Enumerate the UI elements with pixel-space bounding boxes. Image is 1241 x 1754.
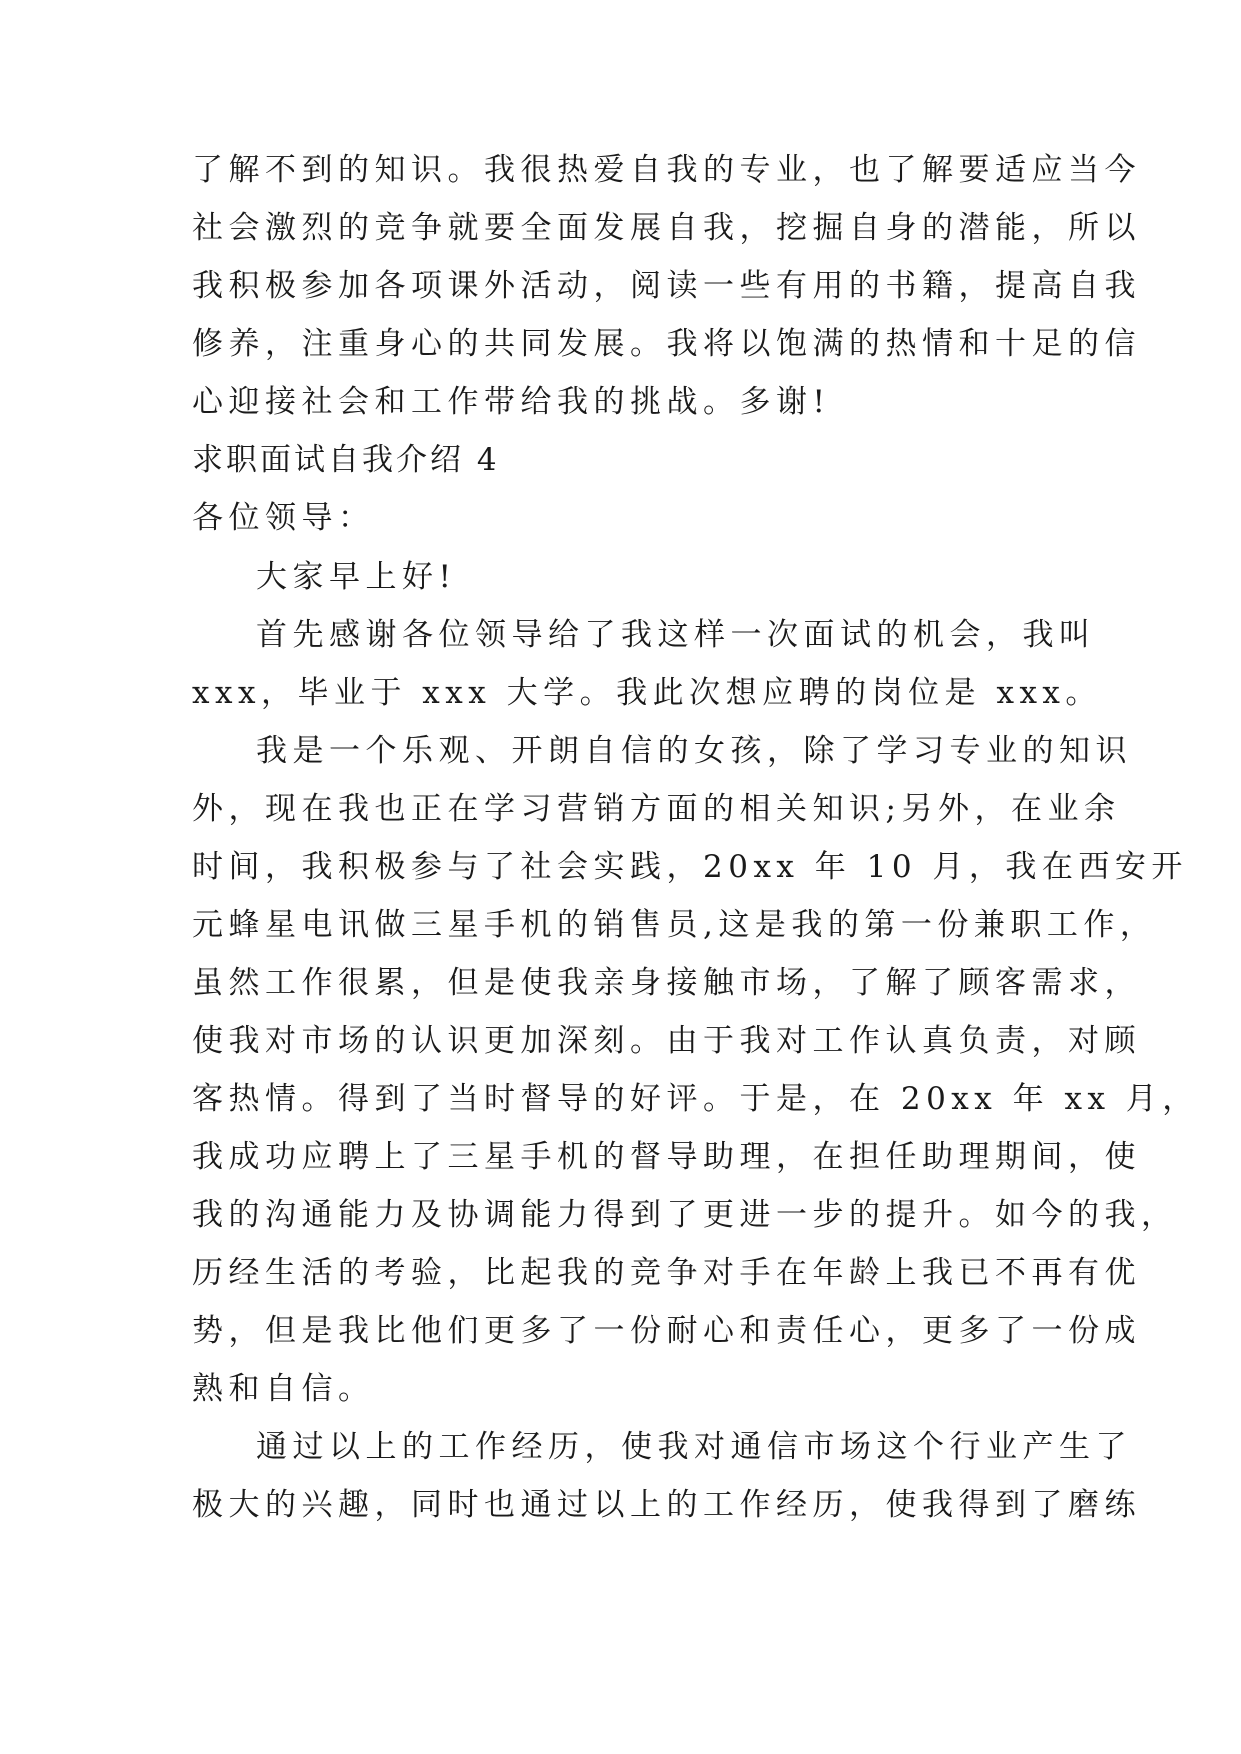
greeting: 大家早上好! — [256, 559, 457, 595]
text-line: 时间，我积极参与了社会实践，20xx 年 10 月，我在西安开 — [192, 849, 1188, 885]
text-line: 社会激烈的竞争就要全面发展自我，挖掘自身的潜能，所以 — [192, 210, 1141, 246]
text-line: 心迎接社会和工作带给我的挑战。多谢! — [192, 384, 831, 420]
text-line: xxx，毕业于 xxx 大学。我此次想应聘的岗位是 xxx。 — [192, 675, 1102, 711]
paragraph-start: 首先感谢各位领导给了我这样一次面试的机会，我叫 — [256, 617, 1096, 653]
text-line: 我成功应聘上了三星手机的督导助理，在担任助理期间，使 — [192, 1139, 1141, 1175]
text-line: 了解不到的知识。我很热爱自我的专业，也了解要适应当今 — [192, 152, 1141, 188]
paragraph-start: 我是一个乐观、开朗自信的女孩，除了学习专业的知识 — [256, 733, 1132, 769]
text-line: 虽然工作很累，但是使我亲身接触市场，了解了顾客需求， — [192, 965, 1141, 1001]
text-line: 熟和自信。 — [192, 1371, 375, 1407]
text-line: 极大的兴趣，同时也通过以上的工作经历，使我得到了磨练 — [192, 1487, 1141, 1523]
text-line: 我的沟通能力及协调能力得到了更进一步的提升。如今的我， — [192, 1197, 1178, 1233]
text-line: 外，现在我也正在学习营销方面的相关知识;另外，在业余 — [192, 791, 1121, 827]
text-line: 我积极参加各项课外活动，阅读一些有用的书籍，提高自我 — [192, 268, 1141, 304]
text-line: 修养，注重身心的共同发展。我将以饱满的热情和十足的信 — [192, 326, 1141, 362]
text-line: 元蜂星电讯做三星手机的销售员,这是我的第一份兼职工作， — [192, 907, 1157, 943]
paragraph-start: 通过以上的工作经历，使我对通信市场这个行业产生了 — [256, 1429, 1132, 1465]
section-heading: 求职面试自我介绍 4 — [192, 442, 500, 478]
text-line: 历经生活的考验，比起我的竞争对手在年龄上我已不再有优 — [192, 1255, 1141, 1291]
text-line: 势，但是我比他们更多了一份耐心和责任心，更多了一份成 — [192, 1313, 1141, 1349]
text-line: 使我对市场的认识更加深刻。由于我对工作认真负责，对顾 — [192, 1023, 1141, 1059]
text-line: 客热情。得到了当时督导的好评。于是，在 20xx 年 xx 月， — [192, 1081, 1199, 1117]
salutation: 各位领导： — [192, 500, 375, 536]
